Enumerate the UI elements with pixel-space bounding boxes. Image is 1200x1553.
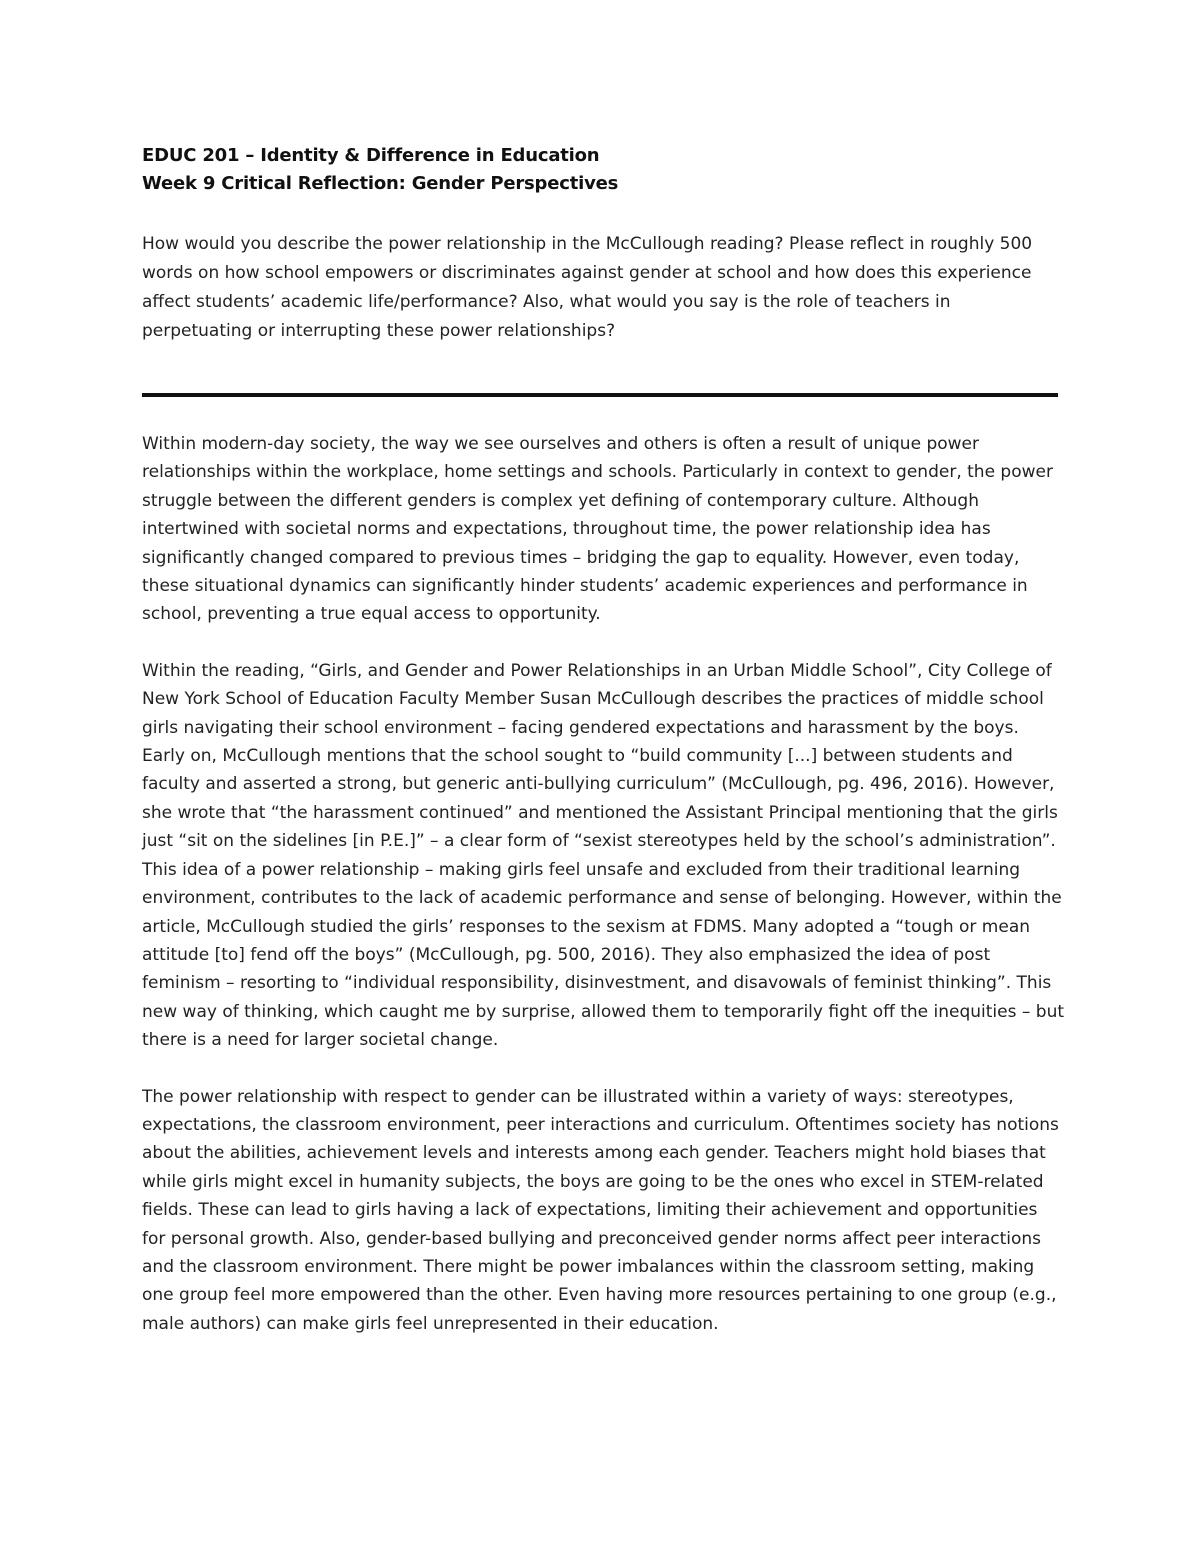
essay-paragraph: Within the reading, “Girls, and Gender and Power Relationships in an Urban Middle School”, City College of New York School of Education Faculty Member Susan McCullough describes the practices of middle school girls navigating their school environment – facing gendered expectations and harassment by the boys. Early on, McCullough mentions that the school sought to “build community [...] between students and faculty and asserted a strong, but generic anti-bullying curriculum” (McCullough, pg. 496, 2016). However, she wrote that “the harassment continued” and mentioned the Assistant Principal mentioning that the girls just “sit on the sidelines [in P.E.]” – a clear form of “sexist stereotypes held by the school’s administration”. This idea of a power relationship – making girls feel unsafe and excluded from their traditional learning environment, contributes to the lack of academic performance and sense of belonging. However, within the article, McCullough studied the girls’ responses to the sexism at FDMS. Many adopted a “tough or mean attitude [to] fend off the boys” (McCullough, pg. 500, 2016). They also emphasized the idea of post feminism – resorting to “individual responsibility, disinvestment, and disavowals of feminist thinking”. This new way of thinking, which caught me by surprise, allowed them to temporarily fight off the inequities – but there is a need for larger societal change.	[142, 660, 1065, 1051]
section-divider	[142, 393, 1058, 397]
assignment-title: Week 9 Critical Reflection: Gender Perspectives	[142, 173, 619, 194]
reflection-prompt: How would you describe the power relationship in the McCullough reading? Please reflect in roughly 500 words on how school empowers or discriminates against gender at school and how does this experience affect students’ academic life/performance? Also, what would you say is the role of teachers in perpetuating or interrupting these power relationships?	[142, 234, 1033, 341]
essay-paragraph: The power relationship with respect to gender can be illustrated within a variety of ways: stereotypes, expectations, the classroom environment, peer interactions and curriculum. Oftentimes society has notions about the abilities, achievement levels and interests among each gender. Teachers might hold biases that while girls might excel in humanity subjects, the boys are going to be the ones who excel in STEM-related fields. These can lead to girls having a lack of expectations, limiting their achievement and opportunities for personal growth. Also, gender-based bullying and preconceived gender norms affect peer interactions and the classroom environment. There might be power imbalances within the classroom setting, making one group feel more empowered than the other. Even having more resources pertaining to one group (e.g., male authors) can make girls feel unrepresented in their education.	[142, 1086, 1059, 1334]
essay-body	[142, 430, 1064, 1338]
document-content	[142, 142, 1064, 1338]
essay-paragraph: Within modern-day society, the way we see ourselves and others is often a result of unique power relationships within the workplace, home settings and schools. Particularly in context to gender, the power struggle between the different genders is complex yet defining of contemporary culture. Although intertwined with societal norms and expectations, throughout time, the power relationship idea has significantly changed compared to previous times – bridging the gap to equality. However, even today, these situational dynamics can significantly hinder students’ academic experiences and performance in school, preventing a true equal access to opportunity.	[142, 434, 1053, 625]
course-title: EDUC 201 – Identity & Difference in Education	[142, 145, 600, 166]
